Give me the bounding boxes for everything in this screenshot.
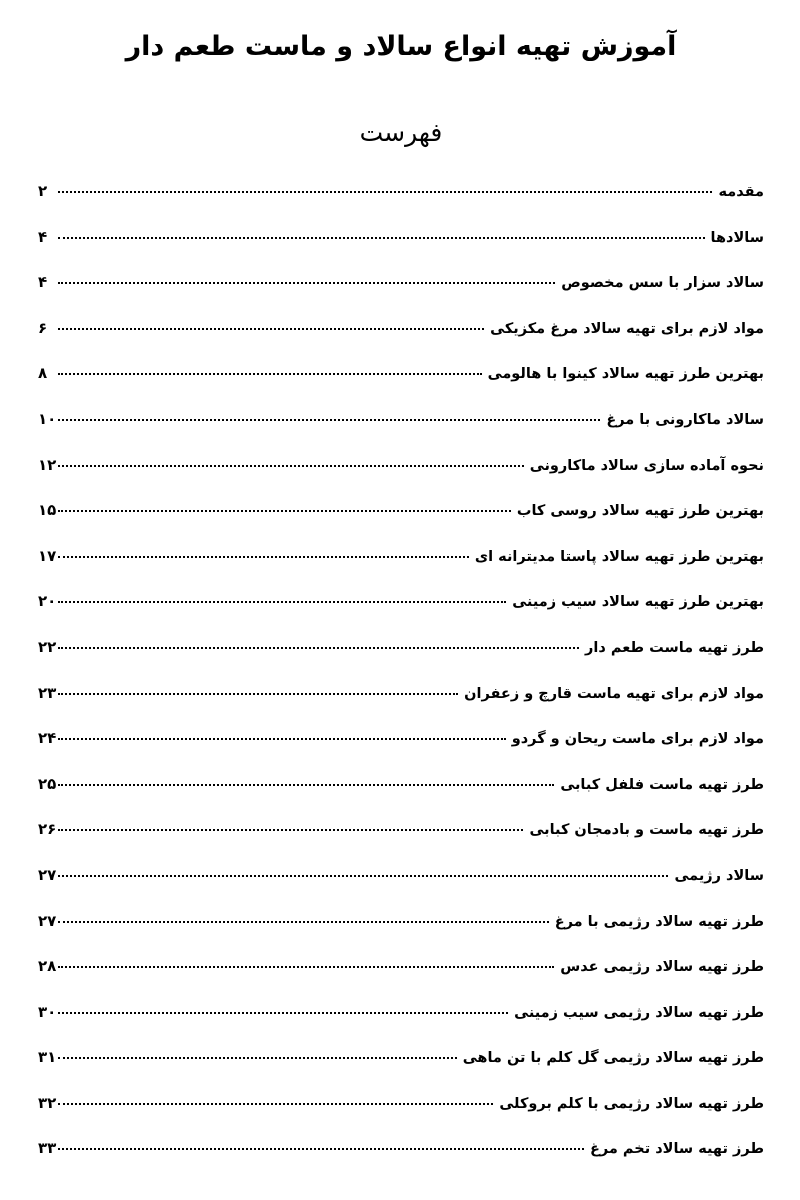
toc-entry-page: ۱۷ (38, 546, 57, 565)
toc-dot-leader (58, 1012, 508, 1014)
toc-dot-leader (58, 1148, 584, 1150)
toc-entry-page: ۳۰ (38, 1002, 57, 1021)
toc-dot-leader (58, 465, 523, 467)
toc-entry-page: ۲۵ (38, 774, 57, 793)
toc-dot-leader (58, 647, 579, 649)
toc-entry[interactable] (38, 1040, 764, 1086)
toc-dot-leader (58, 373, 482, 375)
toc-entry-page: ۲۸ (38, 957, 57, 976)
toc-entry-page: ۲۴ (38, 729, 57, 748)
toc-entry-label: سالادها (710, 229, 764, 246)
toc-entry[interactable] (38, 767, 764, 813)
toc-entry[interactable] (38, 812, 764, 858)
toc-entry-label: طرز تهیه ماست و بادمجان کبابی (529, 822, 764, 839)
toc-entry[interactable] (38, 949, 764, 995)
toc-entry[interactable] (38, 356, 764, 402)
toc-entry[interactable] (38, 1086, 764, 1132)
toc-heading: فهرست (359, 118, 443, 147)
toc-entry[interactable] (38, 174, 764, 220)
toc-entry-label: سالاد رژیمی (674, 867, 764, 884)
toc-entry[interactable] (38, 858, 764, 904)
toc-entry[interactable] (38, 493, 764, 539)
toc-entry-page: ۲۷ (38, 865, 57, 884)
document-title: آموزش تهیه انواع سالاد و ماست طعم دار (125, 31, 677, 62)
toc-entry[interactable] (38, 676, 764, 722)
toc-dot-leader (58, 921, 548, 923)
toc-dot-leader (58, 556, 469, 558)
toc-entry-label: نحوه آماده سازی سالاد ماکارونی (529, 457, 764, 474)
toc-entry[interactable] (38, 220, 764, 266)
toc-entry-label: طرز تهیه سالاد تخم مرغ (589, 1141, 764, 1158)
toc-entry-page: ۲۶ (38, 820, 57, 839)
toc-entry-page: ۳۲ (38, 1093, 57, 1112)
toc-entry[interactable] (38, 1131, 764, 1177)
toc-dot-leader (58, 966, 554, 968)
toc-entry-label: طرز تهیه سالاد رژیمی با مرغ (554, 913, 764, 930)
toc-entry-page: ۱۰ (38, 409, 57, 428)
toc-dot-leader (58, 328, 484, 330)
toc-entry-label: سالاد سزار با سس مخصوص (561, 275, 764, 292)
toc-entry[interactable] (38, 311, 764, 357)
toc-entry-label: بهترین طرز تهیه سالاد روسی کاب (516, 503, 764, 520)
toc-entry[interactable] (38, 584, 764, 630)
toc-entry-label: طرز تهیه ماست طعم دار (585, 639, 764, 656)
toc-entry-page: ۳۳ (38, 1139, 57, 1158)
toc-dot-leader (58, 1057, 456, 1059)
toc-entry-label: بهترین طرز تهیه سالاد کینوا با هالومی (487, 366, 764, 383)
toc-dot-leader (58, 191, 712, 193)
toc-entry[interactable] (38, 539, 764, 585)
toc-entry-page: ۶ (38, 318, 48, 337)
table-of-contents (38, 174, 764, 1177)
toc-dot-leader (58, 1103, 493, 1105)
toc-dot-leader (58, 510, 511, 512)
toc-entry-label: بهترین طرز تهیه سالاد سیب زمینی (512, 594, 764, 611)
toc-entry-label: طرز تهیه سالاد رژیمی سیب زمینی (514, 1004, 764, 1021)
toc-entry-page: ۴ (38, 273, 48, 292)
toc-entry-label: سالاد ماکارونی با مرغ (606, 411, 764, 428)
toc-entry[interactable] (38, 904, 764, 950)
toc-entry-page: ۱۲ (38, 455, 57, 474)
toc-entry-page: ۲ (38, 182, 48, 200)
toc-entry-page: ۲۰ (38, 592, 57, 611)
toc-dot-leader (58, 738, 505, 740)
toc-entry-label: مواد لازم برای تهیه سالاد مرغ مکزیکی (490, 320, 764, 337)
toc-dot-leader (58, 875, 668, 877)
toc-dot-leader (58, 829, 523, 831)
toc-entry-page: ۲۷ (38, 911, 57, 930)
toc-dot-leader (58, 601, 506, 603)
toc-entry-page: ۱۵ (38, 501, 57, 520)
toc-entry[interactable] (38, 448, 764, 494)
toc-entry-page: ۳۱ (38, 1048, 57, 1067)
toc-dot-leader (58, 693, 458, 695)
toc-dot-leader (58, 784, 554, 786)
toc-entry-page: ۸ (38, 364, 48, 383)
toc-entry[interactable] (38, 402, 764, 448)
toc-entry[interactable] (38, 721, 764, 767)
toc-entry-page: ۲۳ (38, 683, 57, 702)
toc-entry-label: طرز تهیه ماست فلفل کبابی (560, 776, 764, 793)
toc-entry[interactable] (38, 995, 764, 1041)
toc-dot-leader (58, 419, 600, 421)
toc-dot-leader (58, 282, 555, 284)
toc-entry[interactable] (38, 265, 764, 311)
toc-entry-label: طرز تهیه سالاد رژیمی با کلم بروکلی (499, 1095, 764, 1112)
toc-entry-label: مواد لازم برای تهیه ماست قارچ و زعفران (464, 685, 764, 702)
toc-entry-label: طرز تهیه سالاد رژیمی عدس (560, 959, 764, 976)
toc-entry-page: ۴ (38, 227, 48, 246)
toc-dot-leader (58, 237, 705, 239)
toc-entry-label: مقدمه (718, 184, 764, 200)
toc-entry-label: مواد لازم برای ماست ریحان و گردو (511, 731, 764, 748)
toc-entry-page: ۲۲ (38, 637, 57, 656)
toc-entry-label: بهترین طرز تهیه سالاد پاستا مدیترانه ای (474, 548, 764, 565)
toc-entry-label: طرز تهیه سالاد رژیمی گل کلم با تن ماهی (462, 1050, 764, 1067)
toc-entry[interactable] (38, 630, 764, 676)
